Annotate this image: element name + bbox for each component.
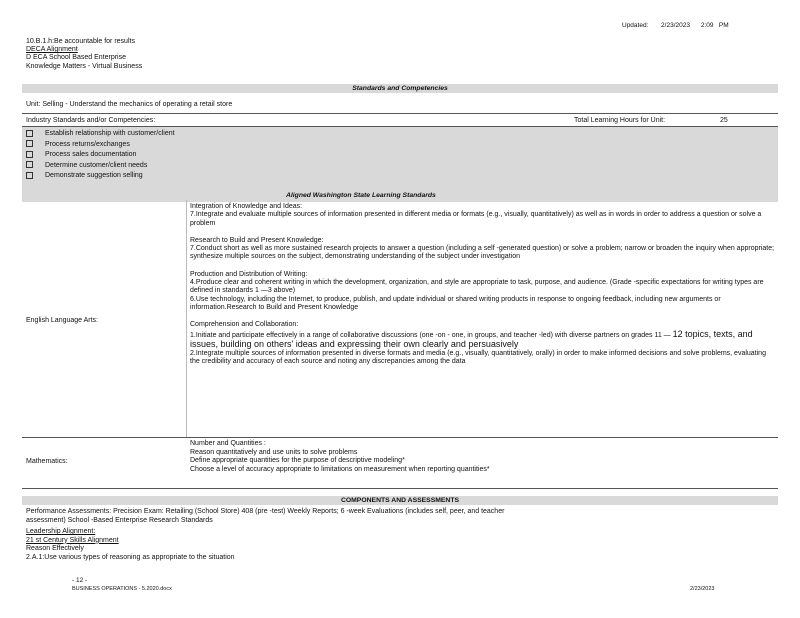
page-number: - 12 - <box>72 577 88 584</box>
aligned-standards-bar: Aligned Washington State Learning Standards <box>286 192 436 199</box>
industry-label: Industry Standards and/or Competencies: <box>26 117 156 124</box>
document-name: BUSINESS OPERATIONS - 5.2020.docx <box>72 586 172 592</box>
competency-item: Process returns/exchanges <box>26 140 175 151</box>
skill-line: 2.A.1:Use various types of reasoning as appropriate to the situation <box>26 553 235 561</box>
competency-item: Demonstrate suggestion selling <box>26 171 175 182</box>
competency-item: Establish relationship with customer/client <box>26 129 175 140</box>
reason-effectively: Reason Effectively <box>26 545 84 553</box>
sbe-line: D ECA School Based Enterprise <box>26 54 126 62</box>
section-text: 2.Integrate multiple sources of information presented in diverse formats and media (e.g., visually, quantitatively, orally) in order to make informed decisions and solve problems, evaluating the credibility and accuracy of each source and noting any discrepancies among the data <box>190 350 766 366</box>
total-hours-label: Total Learning Hours for Unit: <box>574 117 666 124</box>
section-text: Choose a level of accuracy appropriate to limitations on measurement when reporting quantities* <box>190 465 490 473</box>
competency-item: Determine customer/client needs <box>26 161 175 172</box>
divider <box>22 113 778 114</box>
competency-item: Process sales documentation <box>26 150 175 161</box>
competency-list <box>26 129 175 182</box>
standards-bar: Standards and Competencies <box>22 84 778 93</box>
section-title: Integration of Knowledge and Ideas: <box>190 203 303 210</box>
section-title: Research to Build and Present Knowledge: <box>190 236 324 244</box>
unit-line: Unit: Selling - Understand the mechanics of operating a retail store <box>26 101 233 108</box>
ela-production <box>190 271 775 312</box>
section-title: Comprehension and Collaboration: <box>190 321 299 329</box>
checkbox-icon <box>26 172 33 179</box>
section-text: Reason quantitatively and use units to solve problems <box>190 448 358 456</box>
column-divider <box>186 200 187 438</box>
checkbox-icon <box>26 151 33 158</box>
updated-stamp <box>622 22 729 29</box>
century-skills: 21 st Century Skills Alignment <box>26 536 119 544</box>
updated-date: 2/23/2023 <box>661 22 690 29</box>
ela-standards <box>190 203 775 376</box>
deca-alignment: DECA Alignment <box>26 46 78 54</box>
updated-time: 2:09 <box>700 22 714 29</box>
section-text: 7.Conduct short as well as more sustained research projects to answer a question (including a self -generated question) or solve a problem; narrow or broaden the inquiry when appropriate; synthesize multiple sources on the subject, demonstrating understanding of the subject under investigation <box>190 245 775 261</box>
ela-label: English Language Arts: <box>26 317 98 324</box>
section-text: 1.Initiate and participate effectively in a range of collaborative discussions (one -on - one, in groups, and teacher -led) with diverse partners on grades 11 — 12 topics, texts, and issues, building on others' ideas and expressing their own clearly and persuasively <box>190 328 753 349</box>
components-bar: COMPONENTS AND ASSESSMENTS <box>22 496 778 505</box>
divider <box>22 488 778 489</box>
section-text: Define appropriate quantities for the purpose of descriptive modeling* <box>190 457 405 465</box>
knowledge-matters-line: Knowledge Matters - Virtual Business <box>26 62 143 70</box>
updated-label: Updated: <box>622 22 649 29</box>
updated-ampm: PM <box>718 22 729 29</box>
performance-assessments: assessment) School -Based Enterprise Research Standards <box>26 516 213 524</box>
code-line: 10.B.1.h:Be accountable for results <box>26 38 135 45</box>
section-text: 7.Integrate and evaluate multiple sources of information presented in different media or formats (e.g., visually, quantitatively) as well as in words in order to address a question or solve a problem <box>190 211 762 227</box>
section-title: Production and Distribution of Writing: <box>190 270 308 278</box>
section-text: 4.Produce clear and coherent writing in which the development, organization, and style are appropriate to task, purpose, and audience. (Grade -specific expectations for writing types are defined in standards 1 —3 above) <box>190 279 764 295</box>
header-block <box>26 38 142 71</box>
section-title: Number and Quantities : <box>190 440 266 447</box>
total-hours-value: 25 <box>720 117 728 124</box>
performance-assessments: Performance Assessments: Precision Exam: Retailing (School Store) 408 (pre -test) Weekly Reports; 6 -week Evaluations (includes self, peer, and teacher <box>26 508 505 515</box>
checkbox-icon <box>26 161 33 168</box>
checkbox-icon <box>26 140 33 147</box>
assessments-block <box>26 508 504 563</box>
ela-integration <box>190 203 775 228</box>
ela-comprehension <box>190 321 775 366</box>
math-standards <box>190 440 490 474</box>
divider <box>22 437 778 438</box>
math-label: Mathematics: <box>26 458 68 465</box>
section-text: 6.Use technology, including the Internet, to produce, publish, and update individual or shared writing products in response to ongoing feedback, including new arguments or information.Research to Build and Present Knowledge <box>190 295 721 311</box>
leadership-alignment: Leadership Alignment: <box>26 528 96 536</box>
footer-date: 2/23/2023 <box>690 586 715 592</box>
ela-research <box>190 237 775 262</box>
checkbox-icon <box>26 130 33 137</box>
